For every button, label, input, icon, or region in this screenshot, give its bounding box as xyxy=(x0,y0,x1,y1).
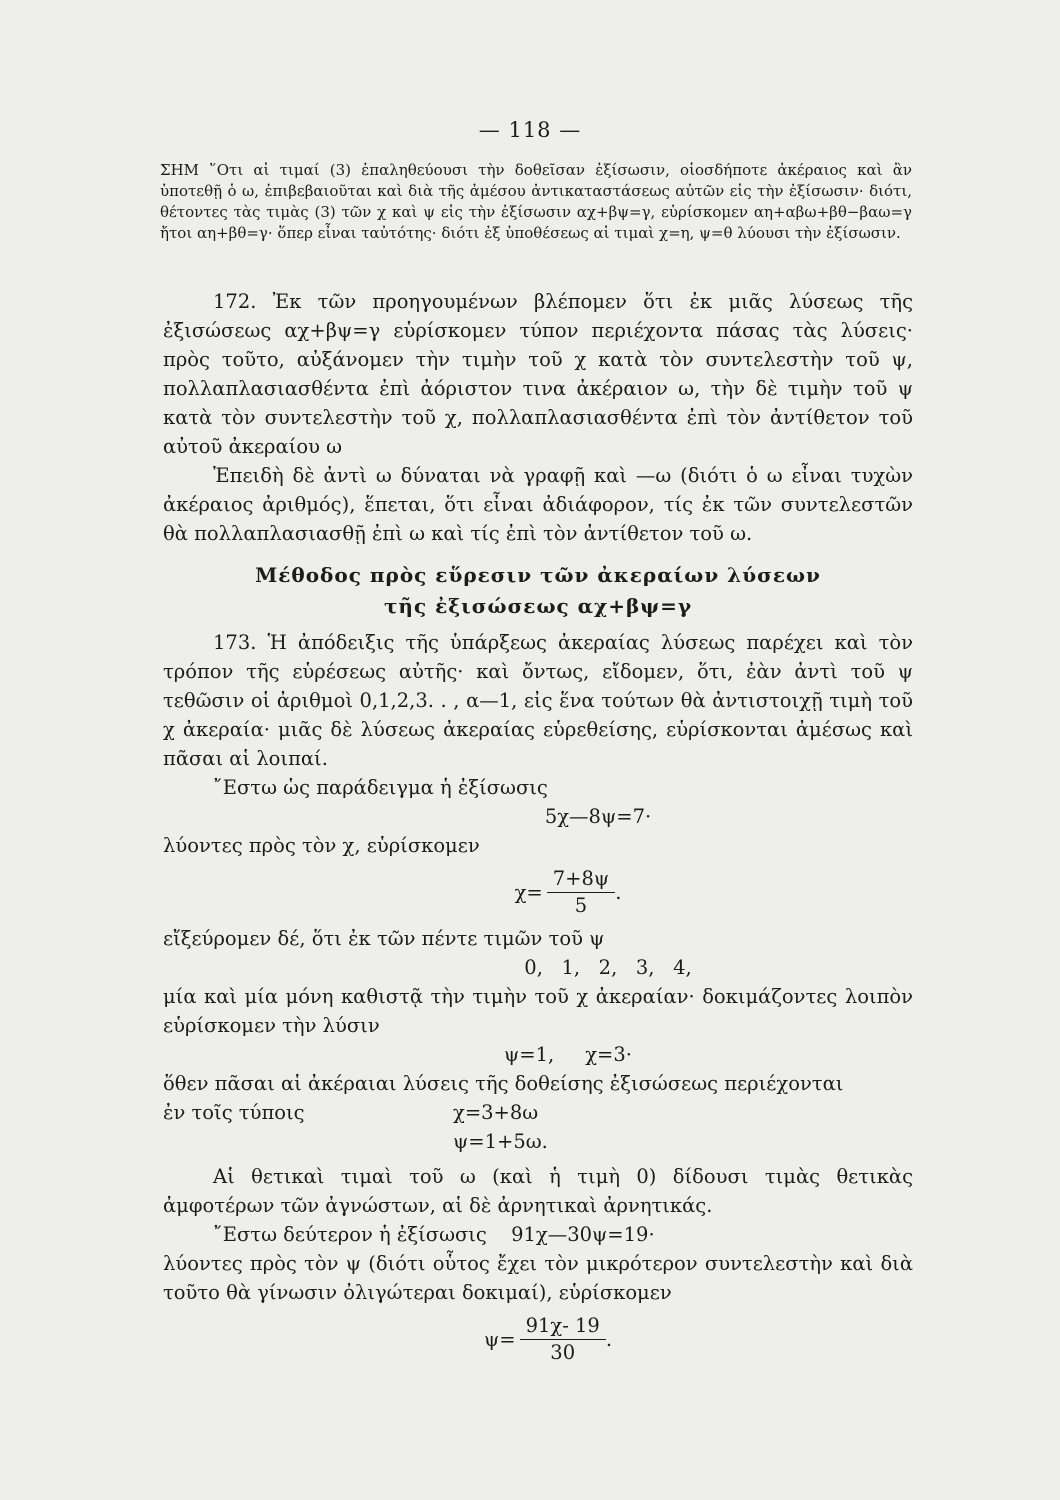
fraction-x-end: . xyxy=(615,880,622,904)
heading-line-2: τῆς ἐξισώσεως αχ+βψ=γ xyxy=(383,594,693,618)
solve-for-x-text: λύοντες πρὸς τὸν χ, εὑρίσκομεν xyxy=(163,834,480,857)
note-paragraph: ΣΗΜ ῞Οτι αἱ τιμαί (3) ἐπαληθεύουσι τὴν δοθεῖσαν ἐξίσωσιν, οἱοσδήποτε ἀκέραιος καὶ ἂν ὑποτεθῇ ὁ ω, ἐπιβεβαιοῦται καὶ διὰ τῆς ἀμέσου ἀντικαταστάσεως αὐτῶν εἰς τὴν ἐξίσωσιν· διότι, θέτοντες τὰς τιμὰς (3) τῶν χ καὶ ψ εἰς τὴν ἐξίσωσιν αχ+βψ=γ, εὑρίσκομεν αη+αβω+βθ−βαω=γ ἤτοι αη+βθ=γ· ὅπερ εἶναι ταὐτότης· διότι ἐξ ὑποθέσεως αἱ τιμαὶ χ=η, ψ=θ λύουσι τὴν ἐξίσωσιν. xyxy=(160,161,912,242)
equation-1: 5χ—8ψ=7· xyxy=(544,805,652,828)
fraction-x-numerator: 7+8ψ xyxy=(547,866,615,893)
solve-for-y-text: λύοντες πρὸς τὸν ψ (διότι οὗτος ἔχει τὸν μικρότερον συντελεστὴν καὶ διὰ τοῦτο θὰ γίνωσιν ὀλιγώτεραι δοκιμαί), εὑρίσκομεν xyxy=(163,1252,913,1304)
fraction-x xyxy=(163,860,913,924)
fraction-y-end: . xyxy=(605,1327,613,1351)
fraction-x-denominator: 5 xyxy=(574,893,588,917)
formula-x: χ=3+8ω xyxy=(453,1101,539,1124)
example2-line xyxy=(163,1220,913,1249)
values-list: 0, 1, 2, 3, 4, xyxy=(524,956,692,979)
positive-values-text: Αἱ θετικαὶ τιμαὶ τοῦ ω (καὶ ἡ τιμὴ 0) δίδουσι τιμὰς θετικὰς ἀμφοτέρων τῶν ἀγνώστων, αἱ δὲ ἀρνητικαὶ ἀρνητικάς. xyxy=(163,1165,913,1217)
example2-intro: ῎Εστω δεύτερον ἡ ἐξίσωσις xyxy=(213,1223,487,1246)
fraction-y xyxy=(163,1307,913,1371)
paragraph-epeidh: Ἐπειδὴ δὲ ἀντὶ ω δύναται νὰ γραφῇ καὶ —ω (διότι ὁ ω εἶναι τυχὼν ἀκέραιος ἀριθμός), ἕπεται, ὅτι εἶναι ἀδιάφορον, τίς ἐκ τῶν συντελεστῶν θὰ πολλαπλασιασθῇ ἐπὶ ω καὶ τίς ἐπὶ τὸν ἀντίθετον τοῦ ω. xyxy=(163,464,913,545)
paragraph-172: 172. Ἐκ τῶν προηγουμένων βλέπομεν ὅτι ἐκ μιᾶς λύσεως τῆς ἐξισώσεως αχ+βψ=γ εὑρίσκομεν τύπον περιέχοντα πάσας τὰς λύσεις· πρὸς τοῦτο, αὐξάνομεν τὴν τιμὴν τοῦ χ κατὰ τὸν συντελεστὴν τοῦ ψ, πολλαπλασιασθέντα ἐπὶ ἀόριστον τινα ἀκέραιον ω, τὴν δὲ τιμὴν τοῦ ψ κατὰ τὸν συντελεστὴν τοῦ χ, πολλαπλασιασθέντα ἐπὶ τὸν ἀντίθετον τοῦ αὐτοῦ ἀκεραίου ω xyxy=(163,290,913,458)
fraction-y-numerator: 91χ- 19 xyxy=(520,1313,606,1340)
main-text xyxy=(163,287,913,1371)
formula-y: ψ=1+5ω. xyxy=(453,1130,548,1153)
one-value-text: μία καὶ μία μόνη καθιστᾷ τὴν τιμὴν τοῦ χ ἀκεραίαν· δοκιμάζοντες λοιπὸν εὑρίσκομεν τὴν λύσιν xyxy=(163,985,913,1037)
fraction-y-lhs: ψ= xyxy=(483,1327,516,1351)
section-heading xyxy=(163,560,913,622)
fraction-y-body xyxy=(520,1313,606,1366)
in-formulas-text: ἐν τοῖς τύποις xyxy=(163,1101,305,1124)
found-text: εἴξεύρομεν δέ, ὅτι ἐκ τῶν πέντε τιμῶν τοῦ ψ xyxy=(163,927,605,950)
fraction-x-lhs: χ= xyxy=(514,880,543,904)
contained-text: ὅθεν πᾶσαι αἱ ἀκέραιαι λύσεις τῆς δοθείσης ἐξισώσεως περιέχονται xyxy=(163,1072,844,1095)
solution-1: ψ=1, χ=3· xyxy=(504,1043,632,1066)
fraction-y-denominator: 30 xyxy=(550,1340,576,1364)
heading-line-1: Μέθοδος πρὸς εὕρεσιν τῶν ἀκεραίων λύσεων xyxy=(255,563,821,587)
example1-intro: ῎Εστω ὡς παράδειγμα ἡ ἐξίσωσις xyxy=(213,776,548,799)
paragraph-173: 173. Ἡ ἀπόδειξις τῆς ὑπάρξεως ἀκεραίας λύσεως παρέχει καὶ τὸν τρόπον τῆς εὑρέσεως αὐτῆς· καὶ ὄντως, εἴδομεν, ὅτι, ἐὰν ἀντὶ τοῦ ψ τεθῶσιν οἱ ἀριθμοὶ 0,1,2,3. . , α—1, εἰς ἕνα τούτων θὰ ἀντιστοιχῇ τιμὴ τοῦ χ ἀκεραία· μιᾶς δὲ λύσεως ἀκεραίας εὑρεθείσης, εὑρίσκονται ἀμέσως καὶ πᾶσαι αἱ λοιπαί. xyxy=(163,631,913,770)
equation-2: 91χ—30ψ=19· xyxy=(511,1223,655,1246)
fraction-x-body xyxy=(547,866,615,919)
formula-x-line xyxy=(163,1098,913,1127)
page-number: — 118 — xyxy=(478,118,582,142)
